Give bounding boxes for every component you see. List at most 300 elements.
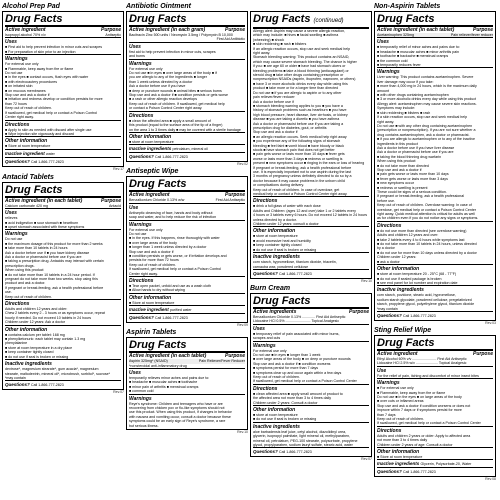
text-line: product ■ take more or for a longer time than directed (253, 86, 339, 91)
inactive-line: Inactive ingredient water (5, 150, 55, 156)
text-line: ■ do not take more than directed (377, 163, 429, 168)
text-line: When using this product (5, 268, 44, 273)
text-line: pregnant do not take more than two weeks. stop using this (5, 277, 98, 281)
text-line: Do not use ■ if you are allergic to aspirin or to any other (253, 90, 342, 95)
drug-facts-title: Drug Facts (377, 337, 493, 351)
text-line: ■ on mucous membranes (5, 88, 46, 93)
active-line: Bacitracin Zinc 500 units / Neomycin 3.5mg / Polymyxin B 10,000 (129, 33, 233, 37)
text-line: ■ clean the affected area ■ apply a small amount of (129, 118, 211, 123)
column-1 (2, 2, 124, 394)
text-line: ■ do not use if seal is broken or missing (253, 417, 317, 422)
text-line: but serious illness. (129, 423, 159, 428)
text-line: ■ store at room temperature (253, 413, 298, 417)
text-line: ■ pain gets worse or lasts more than 10 days (377, 172, 449, 177)
text-line: If swallowed, get medical help or contact a Poison Control Center (253, 379, 357, 384)
uses-lines (129, 50, 245, 59)
text-line: ■ For preparation of skin prior to an injection (5, 49, 76, 54)
warnings-lines (377, 386, 493, 426)
drug-facts-title: Drug Facts (377, 13, 493, 27)
text-line: use this product. When using this product, if changes in behavior (129, 410, 232, 415)
text-line: ■ over large areas of the body ■ on deep or puncture wounds (253, 357, 351, 362)
text-line: ■ phenylketonuric: each tablet may contain 1.3 mg (5, 337, 86, 342)
text-line: If swallowed, get medical help or contact a Poison Control (5, 110, 98, 115)
text-line: ■ deep or puncture wounds ■ animal bites ■ serious burns (129, 88, 222, 93)
text-line: doctor because it may cause problems in the unborn child (253, 178, 345, 183)
revision-label: Rev.07 (361, 457, 372, 462)
directions-lines (5, 128, 121, 137)
text-line: ■ the common cold (377, 58, 408, 63)
text-line: ■ do not use if seal is broken or missing (5, 354, 69, 359)
revision-label: Rev.17 (113, 166, 124, 171)
section-head-directions: Directions (5, 121, 30, 128)
inactive-lines (253, 260, 369, 269)
text-line: Ask a doctor before use if (253, 99, 294, 104)
text-line: Ask a doctor before use if ■ you have kidney disease (5, 250, 90, 255)
text-line: If swallowed, get medical help or contact a Poison Control Center (377, 421, 481, 426)
text-line: ■ clean affected area ■ apply small amount of product to (253, 391, 343, 396)
text-line: Stop use and ask a doctor if (253, 130, 298, 135)
uses-lines (253, 332, 369, 341)
text-line: Symptoms may include: (377, 106, 416, 111)
text-line: right away. (253, 51, 271, 56)
text-line: ■ condition persists or gets worse, or if irritation develops and (129, 253, 227, 258)
text-line: or complications during delivery. (253, 183, 305, 188)
section-head-other: Other information (377, 266, 420, 273)
text-line: unless directed by a doctor. (253, 217, 297, 222)
text-line: ■ irritation and redness develop or condition persists for more (5, 97, 103, 102)
text-line: ■ pain gets worse or lasts more than 10 days ■ fever gets (253, 152, 345, 157)
inactive-lines (5, 367, 121, 380)
sting-relief-wipe-panel (374, 326, 496, 482)
section-head-warnings: Warnings (129, 221, 152, 228)
other-line: ■ store at room temperature (129, 139, 174, 144)
text-line: ■ have 3 or more alcoholic drinks every day while using this (253, 81, 348, 86)
text-line: ■ you experience any of the following signs of stomach (253, 139, 341, 144)
text-line: hourly if needed. Do not exceed 10 tablets in 24 hours (5, 315, 92, 320)
section-head-inactive: Inactive ingredients (253, 423, 300, 430)
text-line: mineral oil, petrolatum, PEG-100 stearate, polysorbate, propylene (253, 438, 358, 443)
text-line: Do not use (5, 71, 23, 76)
text-line: ■ Wipe injection site vigorously and discard (5, 131, 74, 136)
section-head-uses: Uses (253, 325, 265, 332)
text-line: than 1 week unless directed by a doctor (129, 79, 193, 84)
text-line: or contact a Poison Control Center right away. (129, 106, 203, 111)
uses-lines (129, 211, 245, 220)
text-line: the affected area not more than 3 to 4 times daily (253, 396, 332, 401)
active-line: Benzalkonium Chloride 0.13% w/w First Aid Antiseptic (129, 198, 245, 203)
directions-lines (129, 119, 245, 132)
text-line: ■ toothache ■ backache ■ menstrual cramps (377, 54, 449, 59)
active-note: *nonsteroidal anti-inflammatory drug (129, 363, 187, 368)
drug-facts-title: Drug Facts (129, 13, 245, 27)
drug-facts-title: Drug Facts (253, 295, 369, 309)
warnings-continued-lines (253, 29, 369, 196)
text-line: For external use only (129, 66, 163, 71)
text-line: Adults and children 2 years or older: Apply to affected area (377, 433, 471, 438)
text-line: ■ do not take more than 10 tablets in 24 hours, unless directed (377, 242, 477, 247)
drug-facts-label (126, 176, 248, 323)
text-line: For external use only (5, 62, 39, 67)
text-line: ■ skin reddening ■ blisters ■ rash (377, 110, 431, 115)
text-line: right away. Quick medical attention is critical for adults as well (377, 212, 476, 217)
section-head-inactive: Inactive ingredients (253, 254, 300, 261)
text-line: If an allergic reaction occurs, stop use and seek medical help (253, 46, 351, 51)
text-line: and burns (129, 54, 145, 59)
text-line: if you: ■ are age 60 or older ■ have had stomach ulcers or (253, 64, 346, 69)
text-line: first aid to help prevent infection in minor cuts, scrapes (129, 49, 216, 54)
text-line: ■ longer than 1 week unless directed by a doctor (129, 245, 207, 250)
text-line: Stomach bleeding warning: This product contains an NSAID, (253, 55, 350, 60)
section-head-other: Other information (5, 138, 48, 145)
drug-facts-label (2, 182, 124, 391)
text-line: Do not use (5, 237, 23, 242)
section-head-active: Active ingredient Purpose (5, 27, 121, 33)
text-line: If a skin reaction occurs, stop use and seek medical help (377, 115, 468, 120)
directions-lines (129, 284, 245, 293)
drug-facts-title: Drug Facts (5, 13, 121, 27)
uses-lines (129, 376, 245, 394)
section-head-other: Other information (253, 407, 296, 413)
text-line: ■ headache ■ muscular aches ■ minor arthritis pain (377, 49, 460, 54)
warnings-lines (377, 75, 493, 220)
text-line: Keep out of reach of children. (129, 262, 176, 267)
text-line: ■ temporarily reduces fever (377, 63, 421, 68)
text-line: ■ skin reddening ■ rash ■ blisters (253, 42, 307, 47)
drug-facts-label (250, 293, 372, 458)
section-head-inactive: Inactive ingredients (377, 287, 424, 294)
text-line: Lidocaine HCl 0.5% ......................... Topical Analgesic (253, 319, 340, 324)
directions-lines (377, 434, 493, 447)
drug-facts-label (2, 11, 124, 167)
text-line: aloe barbadensis leaf juice, cetyl alcohol, diazolidinyl urea, (253, 429, 347, 434)
section-head-active: Active ingredient (in each tablet) Purpose (5, 197, 121, 204)
column-3 (250, 2, 372, 461)
text-line: soap and water, and to help reduce the risk of infection (129, 215, 217, 220)
warnings-lines (129, 67, 245, 111)
section-head-uses: Uses (129, 370, 141, 377)
text-line: 3 months of pregnancy unless definitely directed to do so by a (253, 174, 352, 179)
section-head-warnings: Warnings (129, 395, 152, 402)
text-line: Children under 2 years of age: Consult a doctor (377, 442, 453, 447)
active-lines (377, 357, 493, 366)
drug-facts-label (250, 11, 372, 279)
section-head-directions: Directions (129, 278, 154, 284)
section-head-active: Active ingredient (in each tablet) Purpose (129, 353, 245, 360)
alcohol-prep-pad-panel (2, 2, 124, 171)
text-line: If swallowed, get medical help or contact a Poison Control (129, 267, 222, 272)
text-line: ■ avoid excessive heat and humidity (253, 238, 311, 243)
text-line: ■ more than 4,000 mg in 24 hours, which is the maximum daily (377, 84, 477, 89)
text-line: Center right away. (5, 115, 34, 120)
text-line: ■ with other drugs containing acetaminophen (377, 93, 449, 98)
text-line: stearate, maltodextrin, mineral oil*, microbrush, sorbitol*, sucrose* (5, 371, 111, 376)
text-line: 4 hours or 3 tablets every 6 hours. Do not exceed 12 tablets in 24 hours (253, 213, 368, 218)
drug-facts-label (374, 335, 496, 478)
active-line: Isopropyl alcohol 70% v/v Antiseptic (5, 33, 121, 37)
text-line: ■ stomach bleeding warning applies to you ■ you have a (253, 103, 343, 108)
text-line: which may include: ■ hives ■ facial swelling ■ asthma (253, 33, 339, 38)
text-line: ■ in the eyes. If this happens, rinse thoroughly with water (129, 236, 220, 241)
drug-facts-label (126, 337, 248, 430)
text-line: Allergy alert: Aspirin may cause a severe allergic reaction, (253, 29, 346, 33)
other-lines (5, 333, 121, 359)
text-line: Benzalkonium Chloride 0.13% ............. First Aid Antiseptic (253, 314, 346, 319)
text-line: ■ Tear open packet, unfold and use as a wash cloth (129, 284, 212, 288)
text-line: steroid drug ■ take other drugs containing prescription or (253, 73, 344, 78)
directions-lines (253, 392, 369, 405)
text-line: Children under 12 years: Ask a doctor (5, 320, 66, 325)
antacid-tablets-panel (2, 173, 124, 395)
text-line: product and ask a doctor. (5, 281, 46, 286)
text-line: Adults and children 12 years and older: (5, 307, 68, 312)
text-line: For external use only (253, 348, 287, 353)
text-line: corn starch, hypromellose, titanium dioxide, triacetin, (253, 260, 337, 265)
text-line: ■ temporarily relief of minor aches and pains due to: (377, 45, 460, 50)
text-line: If pregnant or breast-feeding, ask a health professional (377, 194, 465, 199)
section-head-directions: Directions (253, 198, 278, 205)
uses-lines (377, 374, 493, 378)
category-title: Sting Relief Wipe (374, 326, 432, 334)
text-line: ■ over large areas of the body (129, 240, 177, 245)
antibiotic-ointment-panel (126, 2, 248, 166)
directions-lines (5, 307, 121, 325)
text-line: ■ keep container tightly closed (5, 350, 54, 355)
text-line: starch, propylene glycol, polyethylene glycol, titanium dioxide (377, 302, 475, 307)
text-line: ■ do not use more than directed (see overdose warning) (377, 228, 467, 233)
text-line: drug contains acetaminophen, ask a doctor or pharmacist. (377, 132, 470, 137)
text-line: ■ store at room temperature (253, 234, 298, 239)
text-line: For external use only (129, 227, 163, 232)
section-head-other: Other information (5, 326, 48, 333)
non-aspirin-tablets-panel (374, 2, 496, 325)
drug-facts-title: Drug Facts (5, 184, 121, 198)
text-line: ■ temporary relief of pain associated with minor burns, (253, 331, 340, 336)
text-line: glycol, propylparaben, sodium lauryl sulfate, stearic acid, water (253, 443, 353, 448)
text-line: glycerin, isopropyl palmitate, light mineral oil, methylparaben, (253, 434, 351, 439)
text-line: ■ upset stomach associated with these symptoms (5, 224, 85, 229)
questions-line: Questions? Call 1-866-777-2823 (5, 158, 64, 164)
text-line: ■ headache ■ muscular aches ■ toothache (129, 380, 198, 385)
text-line: amount (377, 88, 389, 93)
text-line: ■ redness or swelling is present (377, 185, 428, 190)
column-4 (374, 2, 496, 481)
text-line: than 7 days (377, 412, 396, 417)
text-line: Do not use ■ in eyes ■ over large areas of the body ■ if (129, 71, 217, 76)
text-line: persists for more than 72 hours (129, 258, 179, 263)
text-line: with nausea and vomiting occur, consult a doctor because these (129, 414, 231, 419)
text-line: ■ an allergic reaction occurs. Seek medical help right away (253, 134, 347, 139)
section-head-warnings: Warnings (5, 56, 28, 63)
category-title: Aspirin Tablets (126, 329, 177, 337)
text-line: recovering from chicken pox or flu-like symptoms should not (129, 406, 225, 411)
text-line: disease ■ you are taking a diuretic ■ you have asthma (253, 117, 340, 122)
text-line: ■ contains calcium per tablet: 168 mg (5, 332, 65, 337)
text-line: ■ do not use if sealed package is broken (377, 276, 442, 281)
text-line: liver damage may occur if you take: (377, 79, 434, 84)
text-line: Ask a doctor or pharmacist before use if you are (5, 254, 82, 259)
text-line: use. (5, 290, 12, 295)
text-line: Do not use ■ in eyes ■ longer than 1 week (253, 352, 321, 357)
text-line: temporarily relieves minor aches and pains due to: (129, 376, 210, 381)
questions-line: Questions? Call 1-866-777-2823 (377, 312, 436, 318)
other-lines (253, 413, 369, 422)
text-line: Children under 2 years: Consult a doctor (253, 400, 318, 405)
inactive-lines (377, 293, 493, 311)
text-line: ■ see end panel for lot number and expiration date (377, 280, 458, 285)
questions-line: Questions? Call 1-866-777-2823 (5, 382, 64, 388)
text-line: ■ fever gets worse or lasts more than 3 days (377, 176, 448, 181)
section-head-warnings: Warnings (377, 69, 400, 76)
drug-facts-title: Drug Facts (129, 339, 245, 353)
warnings-lines (129, 228, 245, 276)
text-line: which may cause severe stomach bleeding. The chance is higher (253, 59, 357, 64)
revision-label: Rev.02 (237, 162, 248, 167)
directions-lines (253, 204, 369, 226)
text-line: Children under 12 years: consult a doctor (253, 222, 319, 227)
text-line: Ask a doctor or pharmacist before use if you are (377, 150, 454, 155)
text-line: prescription drug for diabetes, gout, or arthritis (253, 125, 327, 130)
section-head-warnings: Warnings (253, 342, 276, 349)
text-line: Stop use and ask a doctor if ■ condition worsens (253, 361, 331, 366)
category-title: Alcohol Prep Pad (2, 3, 60, 10)
text-line: ■ a rash or other allergic reaction develops (129, 97, 198, 102)
text-line: not more than 3 to 4 times daily (377, 438, 428, 443)
other-lines (377, 272, 493, 285)
text-line: history of stomach problems such as heartburn ■ you have (253, 108, 347, 113)
text-line: dextrose*, magnesium stearate*, gum acacia*, magnesium (5, 367, 99, 372)
text-line: present ■ new symptoms occur ■ ringing in the ears or loss of hearing (253, 161, 365, 166)
text-line: *may contain (5, 375, 26, 380)
text-line: ingredients in this product (377, 141, 418, 146)
text-line: improve within 7 days or if symptoms persist for more (377, 408, 462, 413)
text-line: Stop use and ask a doctor if condition worsens or does not (377, 403, 471, 408)
text-line: ■ with electrocautery procedures (5, 79, 58, 84)
column-2 (126, 2, 248, 434)
text-line: ■ For external use only (377, 386, 414, 391)
other-line: ■ Store at room temperature (5, 144, 51, 149)
text-line: nonprescription NSAIDs (aspirin, ibuprofen, naproxen, or others) (253, 77, 356, 82)
aspirin-continued-panel (250, 2, 372, 283)
drug-facts-title: Drug Facts (129, 178, 245, 192)
text-line: ■ keep container tightly closed (253, 243, 302, 248)
section-head-uses: Use (377, 367, 387, 374)
warnings-lines (129, 402, 245, 428)
text-line: worse or lasts more than 3 days ■ redness or swelling is (253, 156, 343, 161)
revision-label: Rev.10 (237, 430, 248, 435)
text-line: medical help or contact a Poison Control Center right away. (253, 192, 348, 197)
text-line: Center right away. (129, 271, 158, 276)
questions-line: Questions? Call 1-866-777-2823 (253, 270, 312, 276)
text-line: Chew 2 tablets every 2 - 3 hours or as symptoms occur, repeat (5, 311, 105, 316)
text-line: Keep out of reach of children. If swallowed, get medical help (129, 101, 225, 106)
aspirin-tablets-panel (126, 328, 248, 434)
text-line: carnauba wax, powdered cellulose (253, 264, 309, 269)
revision-label: Rev.09 (237, 323, 248, 328)
text-line: Ethyl Alcohol 60% v/v ........................ First Aid Antiseptic (377, 356, 467, 361)
text-line: Antiseptic cleansing of face, hands and body without (129, 210, 213, 215)
text-line: scrapes and cuts (253, 336, 281, 341)
text-line: Do not use ■ with any other drug containing acetaminophen (377, 123, 473, 128)
section-head-active: Active ingredient Purpose (377, 350, 493, 357)
warnings-lines (253, 349, 369, 384)
text-line: ■ if you are allergic to acetaminophen or to any of the inactive (377, 137, 476, 142)
section-head-uses: Uses (5, 210, 17, 217)
uses-lines (5, 45, 121, 54)
text-line: symptoms could be an early sign of Reye's syndrome, a rare (129, 419, 226, 424)
purpose-line: First Aid Antibiotic (216, 37, 245, 42)
text-line: Ask a doctor before use if you have liver disease (377, 145, 455, 150)
text-line: ■ do not take more than 10 tablets in a 24 hour period. If (5, 272, 95, 277)
text-line: ■ First aid to help prevent infection in minor cuts and scrapes (5, 45, 103, 50)
drug-facts-label (374, 11, 496, 321)
section-head-other: Other information (377, 449, 420, 456)
other-line: ■ Store at room temperature (129, 300, 175, 305)
section-head-directions: Directions (253, 385, 278, 392)
section-head-uses: Uses (5, 39, 17, 46)
text-line: ■ over cuts or inflamed areas (377, 399, 424, 404)
section-head-uses: Use (129, 204, 139, 211)
uses-lines (377, 45, 493, 67)
text-line: Keep out of reach of children. (253, 374, 300, 379)
text-line: prescription drugs. (5, 263, 35, 268)
text-line: use. It is especially important not to use aspirin during the last (253, 170, 352, 174)
text-line: Do not use ■ in the eyes ■ on large areas of the body (377, 394, 462, 399)
text-line: ■ symptoms persist for more than 7 days (253, 366, 319, 371)
text-line: Children under 12 years: (377, 255, 417, 260)
category-title: Non-Aspirin Tablets (374, 3, 441, 10)
text-line: If pregnant or breast-feeding, ask a health professional before (5, 285, 104, 290)
text-line: than 72 hours (5, 101, 27, 106)
questions-line: Questions? Call 1-866-777-2823 (253, 449, 312, 455)
text-line: When using this product (377, 159, 416, 164)
text-line: Keep out of reach of children. Overdose warning: In case of (377, 203, 472, 208)
text-line: ■ new symptoms occur (377, 181, 414, 186)
section-head-active: Active ingredient Purpose (129, 192, 245, 199)
revision-label: Rev.08 (485, 477, 496, 482)
text-line: Adults and children 12 years and over: (377, 233, 439, 238)
text-line: ■ Flammable, keep away from fire or flame (5, 66, 74, 71)
questions-line: Questions? Call 1-866-777-2823 (129, 154, 188, 160)
text-line: ■ store at room temperature 20 - 25°C (68 - 77°F) (377, 272, 457, 277)
uses-lines (5, 216, 121, 229)
text-line: ■ Store at room temperature (377, 455, 423, 460)
text-line: (prescription or nonprescription). If you are not sure whether a (377, 128, 476, 133)
section-head-uses: Uses (377, 39, 389, 46)
text-line: Ask a doctor before use if you have (129, 84, 186, 89)
section-head-warnings: Warnings (5, 231, 28, 238)
section-head-directions: Directions (129, 112, 154, 119)
drug-facts-label (126, 11, 248, 162)
text-line: ■ 3 or more alcoholic drinks every day while using this product (377, 97, 477, 102)
category-title: Antibiotic Ointment (126, 3, 191, 10)
active-line: Calcium carbonate 420 mg Antacid (5, 203, 121, 208)
inactive-line: Inactive ingredients Glycerin, Polysorbate-20, Water (377, 461, 472, 467)
text-line: Stop use and ask a doctor if ■ condition persists or gets worse (129, 93, 229, 98)
section-head-active: Active ingredients Purpose (253, 308, 369, 315)
questions-line: Questions? Call 1-866-777-2823 (129, 315, 188, 321)
text-line: stools ■ have stomach pain that does not get better (253, 147, 335, 152)
text-line: (wheezing) ■ shock (253, 37, 285, 42)
directions-lines (377, 229, 493, 264)
active-line: Aspirin 325mg* (NSAID) Pain Reliever/Fever Reducer (129, 359, 245, 364)
text-line: ■ taking a prescription drug. Antacids may interact with certain (5, 259, 104, 264)
text-line: high blood pressure, heart disease, liver cirrhosis, or kidney (253, 112, 348, 117)
section-head-other: Other information (129, 133, 172, 140)
text-line: Stop use and ask a doctor if (129, 249, 174, 254)
text-line: you are allergic to any of the ingredients ■ longer (129, 75, 207, 80)
questions-line: Questions? Call 1-866-777-2823 (377, 469, 436, 475)
text-line: relieves (5, 216, 18, 221)
